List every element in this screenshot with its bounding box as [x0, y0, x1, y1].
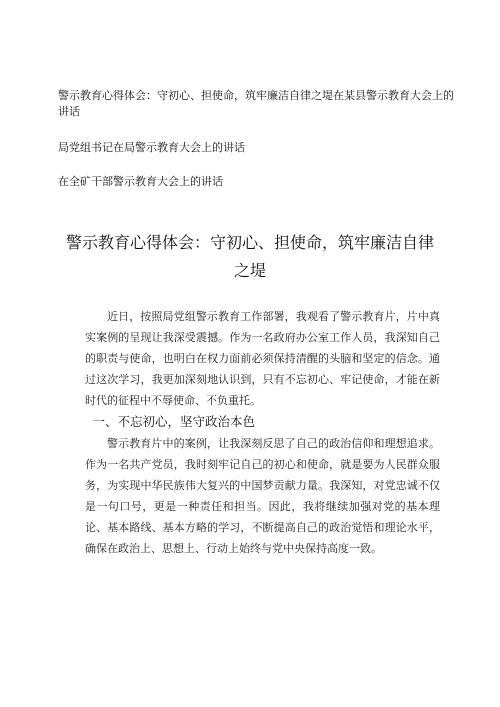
toc-entry[interactable]: 在全矿干部警示教育大会上的讲话 [58, 176, 223, 188]
section-heading: 一、不忘初心，坚守政治本色 [92, 415, 256, 429]
article-body [85, 306, 440, 559]
toc-entry[interactable]: 警示教育心得体会：守初心、担使命，筑牢廉洁自律之堤在某县警示教育大会上的讲话 [58, 90, 454, 118]
section-paragraph: 警示教育片中的案例，让我深刻反思了自己的政治信仰和理想追求。作为一名共产党员，我时刻牢记自己的初心和使命，就是要为人民群众服务，为实现中华民族伟大复兴的中国梦贡献力量。我深知，对党忠诚不仅是一句口号，更是一种责任和担当。因此，我将继续加强对党的基本理论、基本路线、基本方略的学习，不断提高自己的政治觉悟和理论水平，确保在政治上、思想上、行动上始终与党中央保持高度一致。 [85, 437, 440, 555]
table-of-contents [58, 88, 458, 208]
toc-entry[interactable]: 局党组书记在局警示教育大会上的讲话 [58, 142, 245, 154]
article-title: 警示教育心得体会：守初心、担使命，筑牢廉洁自律之堤 [65, 235, 434, 280]
intro-paragraph: 近日，按照局党组警示教育工作部署，我观看了警示教育片，片中真实案例的呈现让我深受震撼。作为一名政府办公室工作人员，我深知自己的职责与使命，也明白在权力面前必须保持清醒的头脑和坚定的信念。通过这次学习，我更加深刻地认识到，只有不忘初心、牢记使命，才能在新时代的征程中不辱使命、不负重托。 [85, 310, 440, 407]
